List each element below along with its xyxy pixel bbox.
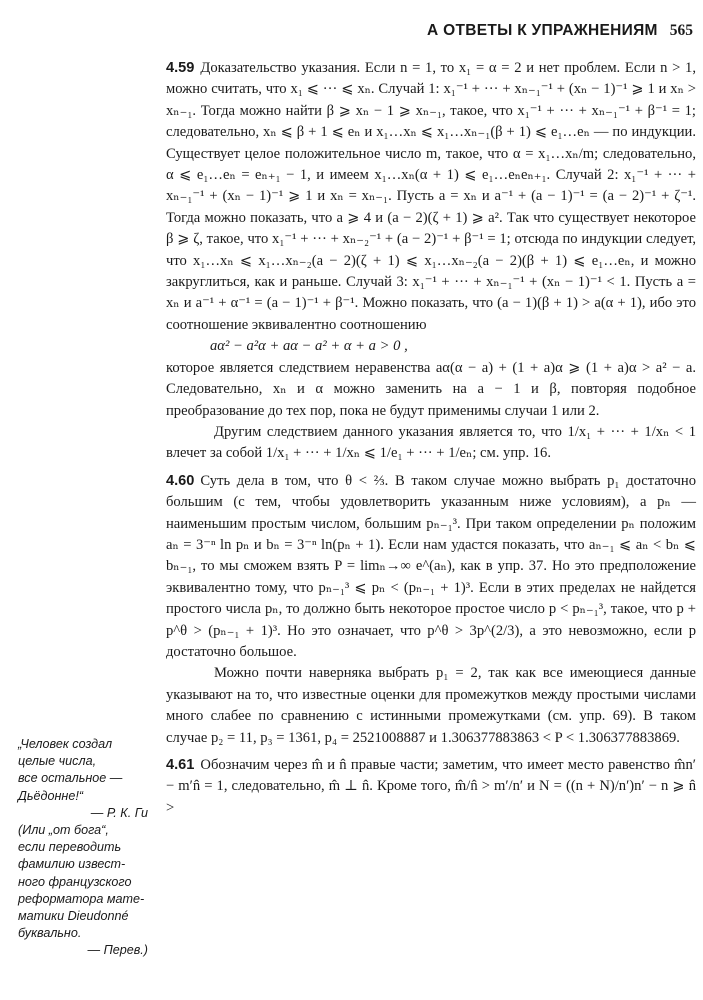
answer-paragraph [166,58,696,336]
paragraph-text: Обозначим через m̂ и n̂ правые части; заметим, что имеет место равенство m̂n′ − m′n̂ = 1, следовательно, m̂ ⊥ n̂. Кроме того, m̂/n̂ > m′/n′ и N = ((n + N)/n′)n′ − n ⩾ n̂ > [166,757,696,816]
margin-note-line: ного французского [18,874,132,889]
answer-paragraph [166,471,696,664]
answer-4-60 [166,471,696,749]
margin-note-line: (Или „от бога“, [18,823,109,838]
answer-paragraph: Можно почти наверняка выбрать p₁ = 2, так как все имеющиеся данные указывают на то, что известные оценки для промежутков между простыми числами много слабее по сравнению с истинными промежутками (см. упр. 69). В таком случае p₂ = 11, p₃ = 1361, p₄ = 2521008887 и 1.306377883863 < P < 1.306377883869. [166,665,696,746]
page-number: 565 [669,22,693,39]
margin-note-line: матики Dieudonné [18,909,129,924]
answer-4-59 [166,58,696,465]
margin-note [18,736,148,960]
margin-note-line: буквально. [18,926,82,941]
margin-note-line: целые числа, [18,754,97,769]
margin-note-line: если переводить [18,840,122,855]
margin-note-attribution: — Перев.) [87,943,148,958]
margin-note-line: все остальное — [18,771,123,786]
answer-4-61 [166,755,696,819]
answer-paragraph [166,755,696,819]
display-formula: aα² − a²α + aα − a² + α + a > 0 , [210,338,408,355]
page-header [170,22,693,48]
answer-paragraph: которое является следствием неравенства aα(α − a) + (1 + a)α ⩾ (1 + a)α > a² − a. Следовательно, xₙ и α можно заменить на a − 1 и β, повторяя подобное преобразование до тех пор, пока не будут применимы случаи 1 или 2. [166,359,696,419]
margin-note-line: фамилию извест- [18,857,126,872]
margin-note-line: „Человек создал [18,737,113,751]
answers-body [166,58,696,819]
answer-paragraph: Другим следствием данного указания является то, что 1/x₁ + ··· + 1/xₙ < 1 влечет за собой 1/x₁ + ··· + 1/xₙ ⩽ 1/e₁ + ··· + 1/eₙ; см. упр. 16. [166,423,696,462]
margin-note-line: реформатора мате- [18,891,145,906]
margin-note-line: Дьёдонне!“ [18,788,84,803]
paragraph-text: Доказательство указания. Если n = 1, то x₁ = α = 2 и нет проблем. Если n > 1, можно считать, что x₁ ⩽ ··· ⩽ xₙ. Случай 1: x₁⁻¹ + ··· + xₙ₋₁⁻¹ + (xₙ − 1)⁻¹ ⩾ 1 и xₙ > xₙ₋₁. Тогда можно найти β ⩾ xₙ − 1 ⩾ xₙ₋₁, такое, что x₁⁻¹ + ··· + xₙ₋₁⁻¹ + β⁻¹ = 1; следовательно, xₙ ⩽ β + 1 ⩽ eₙ и x₁…xₙ ⩽ x₁…xₙ₋₁(β + 1) ⩽ e₁…eₙ — по индукции. Существует целое положительное число m, такое, что α = x₁…xₙ/m; следовательно, α ⩽ e₁…eₙ = eₙ₊₁ − 1, и имеем x₁…xₙ(α + 1) ⩽ e₁…eₙeₙ₊₁. Случай 2: x₁⁻¹ + ··· + xₙ₋₁⁻¹ + (xₙ − 1)⁻¹ ⩾ 1 и xₙ = xₙ₋₁. Пусть a = xₙ и a⁻¹ + (a − 1)⁻¹ = (a − 2)⁻¹ + ζ⁻¹. Тогда можно показать, что a ⩾ 4 и (a − 2)(ζ + 1) ⩾ a². Так что существует некоторое β ⩾ ζ, такое, что x₁⁻¹ + ··· + xₙ₋₂⁻¹ + (a − 2)⁻¹ + β⁻¹ = 1; отсюда по индукции следует, что x₁…xₙ ⩽ x₁…xₙ₋₂(a − 2)(ζ + 1) ⩽ x₁…xₙ₋₂(a − 2)(β + 1) ⩽ e₁…eₙ, и можно закруглиться, как и раньше. Случай 3: x₁⁻¹ + ··· + xₙ₋₁⁻¹ + (xₙ − 1)⁻¹ < 1. Пусть a = xₙ и a⁻¹ + α⁻¹ = (a − 1)⁻¹ + β⁻¹. Можно показать, что (a − 1)(β + 1) > a(α + 1), ибо это соотношение эквивалентно соотношению [166,60,696,333]
exercise-number: 4.59 [166,60,195,76]
exercise-number: 4.61 [166,757,195,773]
paragraph-text: Суть дела в том, что θ < ⅔. В таком случае можно выбрать p₁ достаточно большим (с тем, чтобы удовлетворить указанным ниже условиям), а pₙ — наименьшим простым числом, большим pₙ₋₁³. При таком определении pₙ положим aₙ = 3⁻ⁿ ln pₙ и bₙ = 3⁻ⁿ ln(pₙ + 1). Если нам удастся показать, что aₙ₋₁ ⩽ aₙ < bₙ ⩽ bₙ₋₁, то мы сможем взять P = limₙ→∞ e^(aₙ), как в упр. 37. Но это предположение эквивалентно тому, что pₙ₋₁³ ⩽ pₙ < (pₙ₋₁ + 1)³. Если в этих пределах не найдется простого числа pₙ, то должно быть некоторое простое число p < pₙ₋₁³, такое, что p + p^θ > (pₙ₋₁ + 1)³. Но это означает, что p^θ > 3p^(2/3), а это невозможно, если p достаточно большое. [166,472,696,660]
exercise-number: 4.60 [166,472,195,489]
margin-note-attribution: — Р. К. Ги [90,805,148,820]
chapter-title: А ОТВЕТЫ К УПРАЖНЕНИЯМ [426,22,658,39]
